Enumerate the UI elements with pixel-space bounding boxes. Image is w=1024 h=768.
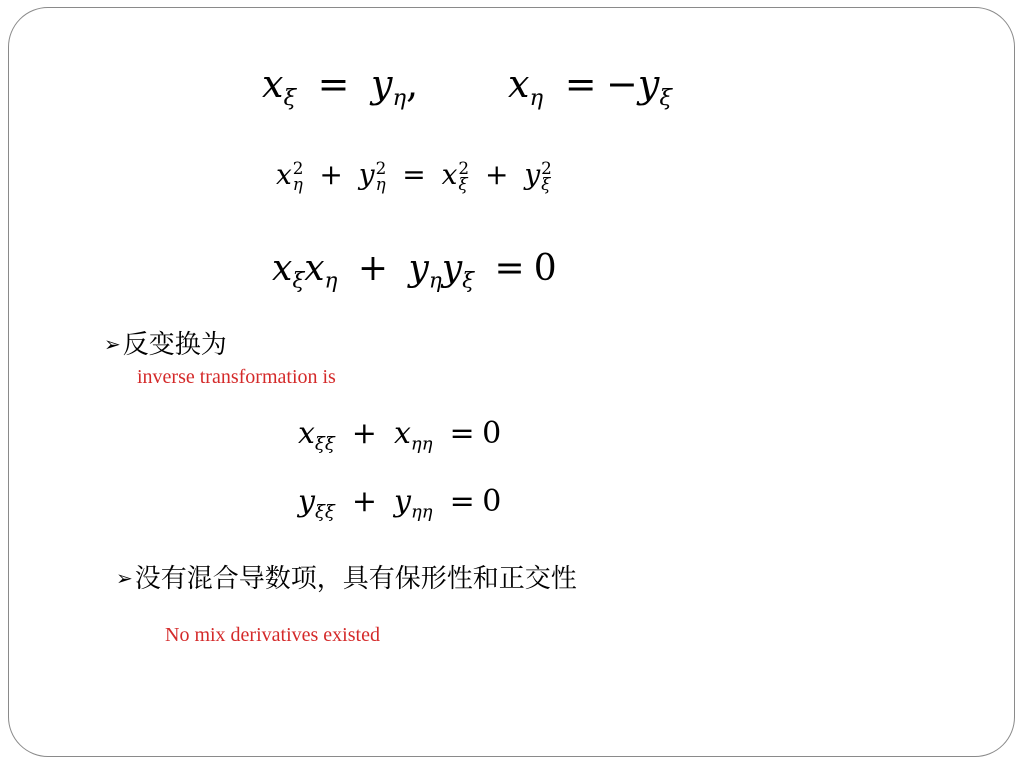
equation-metric-equality [276,158,552,192]
subscript: η [375,173,386,194]
operator: + [484,158,509,191]
operator: = [564,62,597,106]
subscript: ξ [659,84,672,111]
operator: = [449,416,475,451]
operator: + [351,416,377,451]
subscript: η [292,173,303,194]
script-pair [458,158,470,194]
equation-laplace-x [298,416,501,454]
subscript: ηη [410,501,433,523]
subscript: ξ [458,173,468,194]
symbol: x [393,416,411,451]
superscript: 2 [458,158,470,179]
symbol: x [304,248,325,289]
symbol: y [524,158,541,191]
superscript: 2 [541,158,552,179]
subscript: ξ [541,173,551,194]
symbol: y [637,62,660,106]
bullet-inverse-transformation [104,324,227,361]
subscript: ξξ [314,433,335,455]
operator: + [357,248,389,289]
subscript: η [529,84,544,111]
symbol: y [358,158,375,191]
subscript: ηη [410,433,433,455]
symbol: x [441,158,458,191]
equation-laplace-y [298,484,501,522]
symbol: x [298,416,315,451]
operator: = [402,158,426,191]
equation-cauchy-riemann [262,62,418,111]
operator: = [494,248,525,289]
symbol: y [441,248,463,289]
symbol: x [262,62,284,106]
equation-cauchy-riemann-2 [508,62,672,111]
script-pair [541,158,552,194]
symbol: x [272,248,293,289]
operator: + [351,484,377,519]
english-note: inverse transformation is [137,366,336,388]
subscript: ξ [292,268,305,294]
subscript: η [392,84,407,111]
symbol: y [298,484,315,519]
number: 0 [482,416,502,451]
english-note: No mix derivatives existed [165,624,380,646]
bullet-no-mixed-derivatives [116,558,577,595]
operator: − [606,62,638,106]
script-pair [375,158,387,194]
superscript: 2 [292,158,304,179]
punctuation: , [406,62,419,106]
symbol: x [276,158,292,191]
arrow-bullet-icon: ➢ [104,332,121,356]
number: 0 [482,484,502,519]
subscript: ξξ [314,501,335,523]
subscript: η [324,268,338,294]
operator: = [317,62,350,106]
bullet-text: 没有混合导数项，具有保形性和正交性 [134,564,577,594]
operator: + [319,158,343,191]
bullet-text: 反变换为 [122,330,227,360]
operator: = [449,484,475,519]
superscript: 2 [375,158,387,179]
symbol: x [508,62,530,106]
symbol: y [371,62,393,106]
subscript: ξ [462,268,475,294]
subscript: ξ [283,84,296,111]
subscript: η [428,268,442,294]
script-pair [292,158,304,194]
number: 0 [533,248,557,289]
arrow-bullet-icon: ➢ [116,566,133,590]
symbol: y [394,484,411,519]
equation-orthogonality [272,248,557,294]
symbol: y [408,248,429,289]
